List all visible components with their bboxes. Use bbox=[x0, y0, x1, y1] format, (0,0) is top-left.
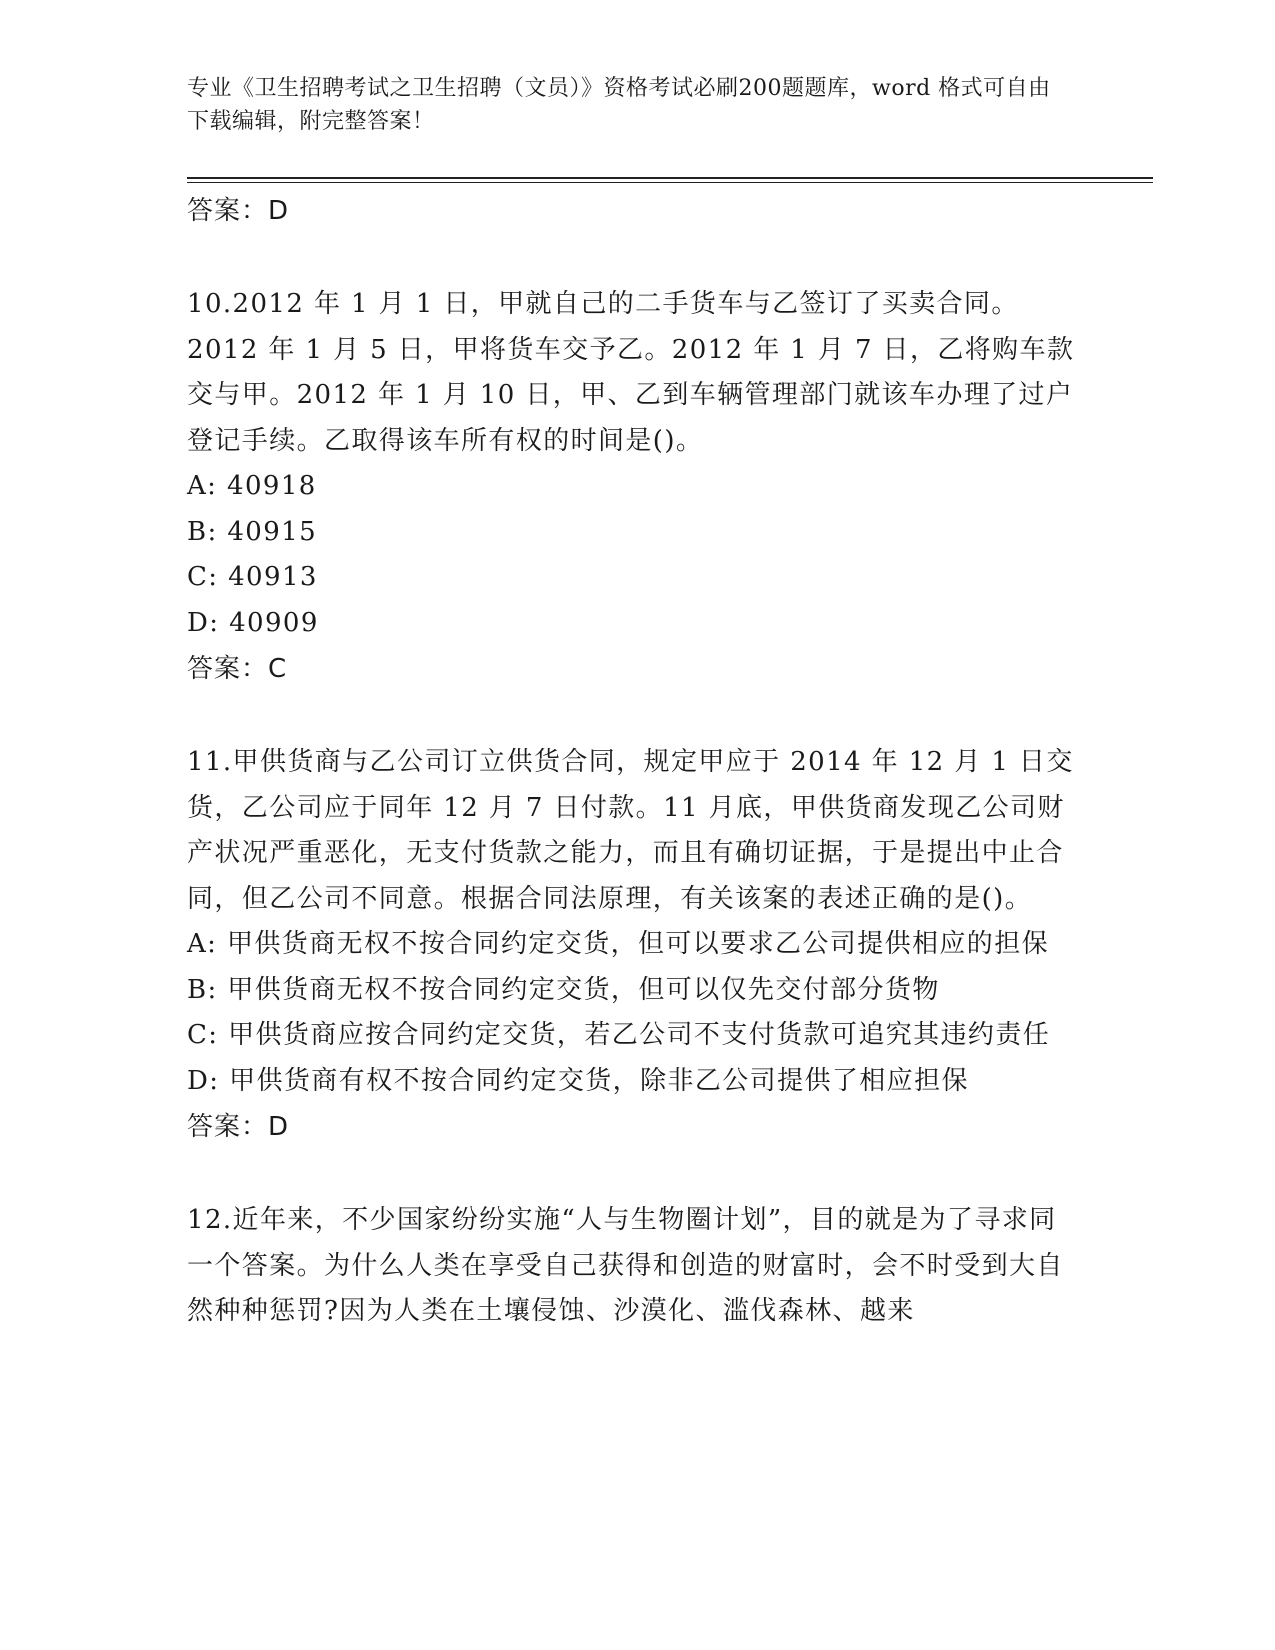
answer-line: 答案：D bbox=[187, 196, 290, 226]
question-11 bbox=[187, 740, 1077, 1150]
question-12 bbox=[187, 1198, 1077, 1335]
option-d: D: 甲供货商有权不按合同约定交货，除非乙公司提供了相应担保 bbox=[187, 1065, 969, 1096]
header-rule-thin bbox=[187, 182, 1153, 183]
document-body bbox=[187, 188, 1077, 1335]
option-c: C: 40913 bbox=[187, 562, 318, 592]
option-d: D: 40909 bbox=[187, 607, 319, 638]
header-rule-thick bbox=[187, 177, 1153, 179]
question-stem: 10.2012 年 1 月 1 日，甲就自己的二手货车与乙签订了买卖合同。2012 年 1 月 5 日，甲将货车交予乙。2012 年 1 月 7 日，乙将购车款交与甲。2012 年 1 月 10 日，甲、乙到车辆管理部门就该车办理了过户登记手续。乙取得该车所有权的时间是()。 bbox=[187, 289, 1075, 456]
document-header: 专业《卫生招聘考试之卫生招聘（文员）》资格考试必刷200题题库，word 格式可自由下载编辑，附完整答案！ bbox=[187, 76, 1051, 134]
option-a: A: 甲供货商无权不按合同约定交货，但可以要求乙公司提供相应的担保 bbox=[187, 929, 1050, 959]
answer-line: 答案：C bbox=[187, 654, 288, 684]
option-c: C: 甲供货商应按合同约定交货，若乙公司不支付货款可追究其违约责任 bbox=[187, 1020, 1051, 1050]
option-b: B: 甲供货商无权不按合同约定交货，但可以仅先交付部分货物 bbox=[187, 974, 940, 1005]
question-stem: 12.近年来，不少国家纷纷实施“人与生物圈计划”，目的就是为了寻求同一个答案。为什么人类在享受自己获得和创造的财富时，会不时受到大自然种种惩罚?因为人类在土壤侵蚀、沙漠化、滥伐森林、越来 bbox=[187, 1205, 1064, 1326]
answer-line: 答案：D bbox=[187, 1112, 290, 1142]
option-a: A: 40918 bbox=[187, 471, 317, 501]
question-stem: 11.甲供货商与乙公司订立供货合同，规定甲应于 2014 年 12 月 1 日交货，乙公司应于同年 12 月 7 日付款。11 月底，甲供货商发现乙公司财产状况严重恶化，无支付货款之能力，而且有确切证据，于是提出中止合同，但乙公司不同意。根据合同法原理，有关该案的表述正确的是()。 bbox=[187, 747, 1074, 914]
option-b: B: 40915 bbox=[187, 516, 318, 547]
question-10 bbox=[187, 282, 1077, 692]
